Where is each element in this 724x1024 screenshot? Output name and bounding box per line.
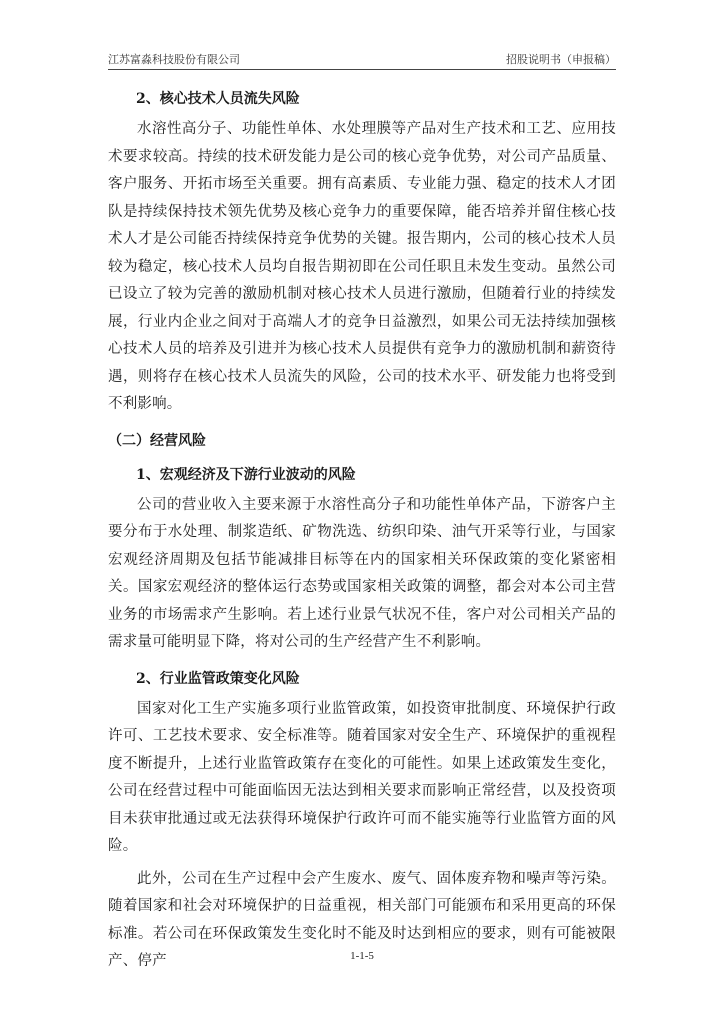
page-header — [108, 52, 616, 68]
subsection-heading: 1、宏观经济及下游行业波动的风险 — [136, 466, 356, 483]
header-divider — [108, 69, 616, 70]
subsection-heading: 2、行业监管政策变化风险 — [136, 670, 300, 687]
paragraph: 国家对化工生产实施多项行业监管政策，如投资审批制度、环境保护行政许可、工艺技术要求、安全标准等。随着国家对安全生产、环境保护的重视程度不断提升，上述行业监管政策存在变化的可能性。如果上述政策发生变化，公司在经营过程中可能面临因无法达到相关要求而影响正常经营，以及投资项目未获审批通过或无法获得环境保护行政许可而不能实施等行业监管方面的风险。 — [108, 700, 616, 854]
document-body — [108, 82, 616, 976]
header-company-name: 江苏富淼科技股份有限公司 — [108, 53, 240, 66]
paragraph: 水溶性高分子、功能性单体、水处理膜等产品对生产技术和工艺、应用技术要求较高。持续的技术研发能力是公司的核心竞争优势，对公司产品质量、客户服务、开拓市场至关重要。拥有高素质、专业能力强、稳定的技术人才团队是持续保持技术领先优势及核心竞争力的重要保障，能否培养并留住核心技术人才是公司能否持续保持竞争优势的关键。报告期内，公司的核心技术人员较为稳定，核心技术人员均自报告期初即在公司任职且未发生变动。虽然公司已设立了较为完善的激励机制对核心技术人员进行激励，但随着行业的持续发展，行业内企业之间对于高端人才的竞争日益激烈，如果公司无法持续加强核心技术人员的培养及引进并为核心技术人员提供有竞争力的激励机制和薪资待遇，则将存在核心技术人员流失的风险，公司的技术水平、研发能力也将受到不利影响。 — [108, 121, 616, 412]
section-heading: （二）经营风险 — [108, 432, 206, 449]
paragraph: 此外，公司在生产过程中会产生废水、废气、固体废弃物和噪声等污染。随着国家和社会对环境保护的日益重视，相关部门可能颁布和采用更高的环保标准。若公司在环保政策发生变化时不能及时达到相应的要求，则有可能被限产、停产 — [108, 870, 616, 969]
page-number: 1-1-5 — [350, 950, 374, 962]
header-document-title: 招股说明书（申报稿） — [506, 53, 616, 66]
paragraph: 公司的营业收入主要来源于水溶性高分子和功能性单体产品，下游客户主要分布于水处理、制浆造纸、矿物洗选、纺织印染、油气开采等行业，与国家宏观经济周期及包括节能减排目标等在内的国家相关环保政策的变化紧密相关。国家宏观经济的整体运行态势或国家相关政策的调整，都会对本公司主营业务的市场需求产生影响。若上述行业景气状况不佳，客户对公司相关产品的需求量可能明显下降，将对公司的生产经营产生不利影响。 — [108, 496, 616, 650]
subsection-heading: 2、核心技术人员流失风险 — [136, 91, 300, 107]
